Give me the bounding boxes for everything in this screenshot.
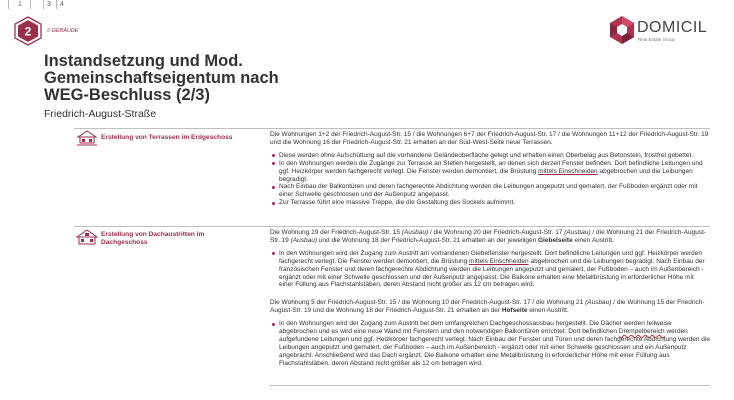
label-line: Dachgeschoss xyxy=(101,239,148,246)
nav-separator xyxy=(8,0,9,9)
italic-note: (Ausbau) xyxy=(585,299,612,307)
page-subtitle: Friedrich-August-Straße xyxy=(44,108,157,120)
bold-term: Giebelseite xyxy=(538,236,573,244)
list-item xyxy=(270,320,710,367)
text-span: werden aufgefundene Leitungen und ggf. Heizkörper fachgerecht verlegt. Nach Einbau der Fenster und Türen und deren fachgerechte Abdichtung werden die Leibungen angeputzt und gemalert, der Fußboden – auch im Außenbereich - ergänzt oder mit einer Schwelle geschlossen und ein Außenputz angebracht. Anschließend wird das Dach ergänzt. Die Balkone erhalten eine Metallbrüstung in erforderlicher Höhe mit einer Füllung aus Flachstahlstäben, deren Abstand nicht größer als 12 cm betragen wird. xyxy=(279,328,710,367)
italic-note: (Ausbau) xyxy=(401,229,429,236)
row-content-dachaustritte xyxy=(270,229,710,368)
nav-item-1[interactable]: 1 xyxy=(18,1,22,8)
text-span: einen Austritt. xyxy=(527,307,569,315)
section-label: // GEBÄUDE xyxy=(47,28,79,34)
row-intro: Die Wohnungen 1+2 der Friedrich-August-Str. 15 / die Wohnungen 6+7 der Friedrich-August-Str. 17 / die Wohnungen 11+12 der Friedrich-August-Str. 19 und die Wohnung 16 der Friedrich-August-Str. 21 erhalten an der Süd-West-Seite neue Terrassen. xyxy=(270,131,709,146)
spellcheck-term: Drempelbereich xyxy=(618,328,665,336)
logo-tagline: Real Estate Group xyxy=(638,37,676,42)
list-item: Zur Terrasse führt eine massive Treppe, die die Gestaltung des Sockels aufnimmt. xyxy=(270,199,710,207)
row-content-terrassen xyxy=(270,131,710,207)
italic-note: (Ausbau) xyxy=(290,236,317,244)
text-span: / die Wohnung 21 der Friedrich-August-Str. 19 xyxy=(270,229,707,244)
nav-item-3[interactable]: 3 xyxy=(47,1,51,8)
text-span: abgebrochen und die Leibungen begradigt. Nach Einbau der französischen Fenster und deren fachgerechte Abdichtung werden die Leibungen angeputzt und gemalert, der Fußboden – auch im Außenbereich - ergänzt oder mit einer Schwelle geschlossen und der Außenputz angepasst. Die Balkone erhalten eine Metallbrüstung in erforderlicher Höhe mit einer Füllung aus Flachstahlstäben, deren Abstand nicht größer als 12 cm betragen wird. xyxy=(279,257,705,289)
nav-item-4[interactable]: 4 xyxy=(60,1,64,8)
bullet-list xyxy=(270,320,710,367)
bullet-list xyxy=(270,250,710,290)
table-row-divider xyxy=(74,226,710,227)
bold-term: Hofseite xyxy=(501,307,528,315)
highlighted-term: mittels Einschneiden xyxy=(469,257,529,265)
text-span: In den Wohnungen werden die Zugänge zur Terrasse an Stellen hergestellt, an denen sich derzeit Fenster befinden. Dort befindliche Leitungen und ggf. Heizkörper werden fachgerecht verlegt. Die Fenster werden demontiert, die Brüstung xyxy=(279,159,703,175)
title-line-3: WEG-Beschluss (2/3) xyxy=(44,86,210,104)
page-number-hexagon xyxy=(13,16,43,46)
table-bottom-rule xyxy=(270,385,710,386)
label-line: Erstellung von Dachaustritten im xyxy=(101,231,205,238)
nav-separator xyxy=(56,0,57,9)
italic-note: (Ausbau) xyxy=(564,229,591,236)
page-number: 2 xyxy=(24,24,32,39)
title-line-2: Gemeinschaftseigentum nach xyxy=(44,69,279,87)
text-span: / die Wohnung 20 der Friedrich-August-Str. 17 xyxy=(428,229,565,236)
highlighted-term: mittels Einschneiden xyxy=(538,167,598,175)
terrace-house-icon xyxy=(76,130,98,146)
row-label-terrassen: Erstellung von Terrassen im Erdgeschoss xyxy=(101,134,233,141)
row-intro-hofseite xyxy=(270,299,710,315)
list-item: Nach Einbau der Balkontüren und deren fachgerechte Abdichtung werden die Leibungen angeputzt und gemalert, der Fußboden ergänzt oder mit einer Schwelle geschlossen und der Außenputz angepasst. xyxy=(270,183,710,199)
page-navigation xyxy=(0,0,734,12)
title-line-1: Instandsetzung und Mod. xyxy=(44,52,243,70)
list-item: Diese werden ohne Aufschüttung auf die vorhandene Geländeoberfläche gelegt und erhalten einen Oberbelag aus Betonstein, frostfrei gebettet. xyxy=(270,152,710,160)
logo-name: DOMICIL xyxy=(637,19,708,36)
text-span: abgebrochen und die Leibungen begradigt. xyxy=(279,167,693,183)
row-intro-giebelseite xyxy=(270,229,710,245)
bullet-list xyxy=(270,152,710,207)
text-span: einen Austritt. xyxy=(572,236,614,244)
domicil-logo-icon xyxy=(610,16,634,44)
text-span: und die Wohnung 18 der Friedrich-August-Str. 21 erhalten an der jeweiligen xyxy=(316,236,538,244)
list-item xyxy=(270,160,710,184)
roof-window-icon xyxy=(76,229,98,245)
text-span: Die Wohnung 19 der Friedrich-August-Str. 15 xyxy=(270,229,402,236)
table-top-rule xyxy=(74,128,710,129)
text-span: / die Wohnung 15 der Friedrich-August-Str. 19 und die Wohnung 18 der Friedrich-August-Str. 21 erhalten an der xyxy=(270,299,705,315)
nav-separator xyxy=(43,0,44,9)
row-label-dachaustritte xyxy=(101,231,261,247)
text-span: In den Wohnungen wird der Zugang zum Austritt bei dem umfangreichen Dachgeschossausbau hergestellt. Die Dächer werden teilweise abgebrochen und es wird eine neue Wand mit Fenstern und den notwendigen Balkontüren errichtet. Dort befindlichen xyxy=(279,320,672,336)
page-title xyxy=(44,53,374,104)
text-span: In den Wohnungen wird der Zugang zum Austritt am vorhandenen Giebelfenster hergestellt. Dort befindliche Leitungen und ggf. Heizkörper werden fachgerecht verlegt. Die Fenster werden demontiert, die Brüstung xyxy=(279,249,702,265)
domicil-logo xyxy=(610,16,720,50)
list-item xyxy=(270,250,710,290)
nav-separator xyxy=(30,0,31,9)
text-span: Die Wohnung 5 der Friedrich-August-Str. 15 / die Wohnung 10 der Friedrich-August-Str. 17 / die Wohnung 21 xyxy=(270,299,586,307)
